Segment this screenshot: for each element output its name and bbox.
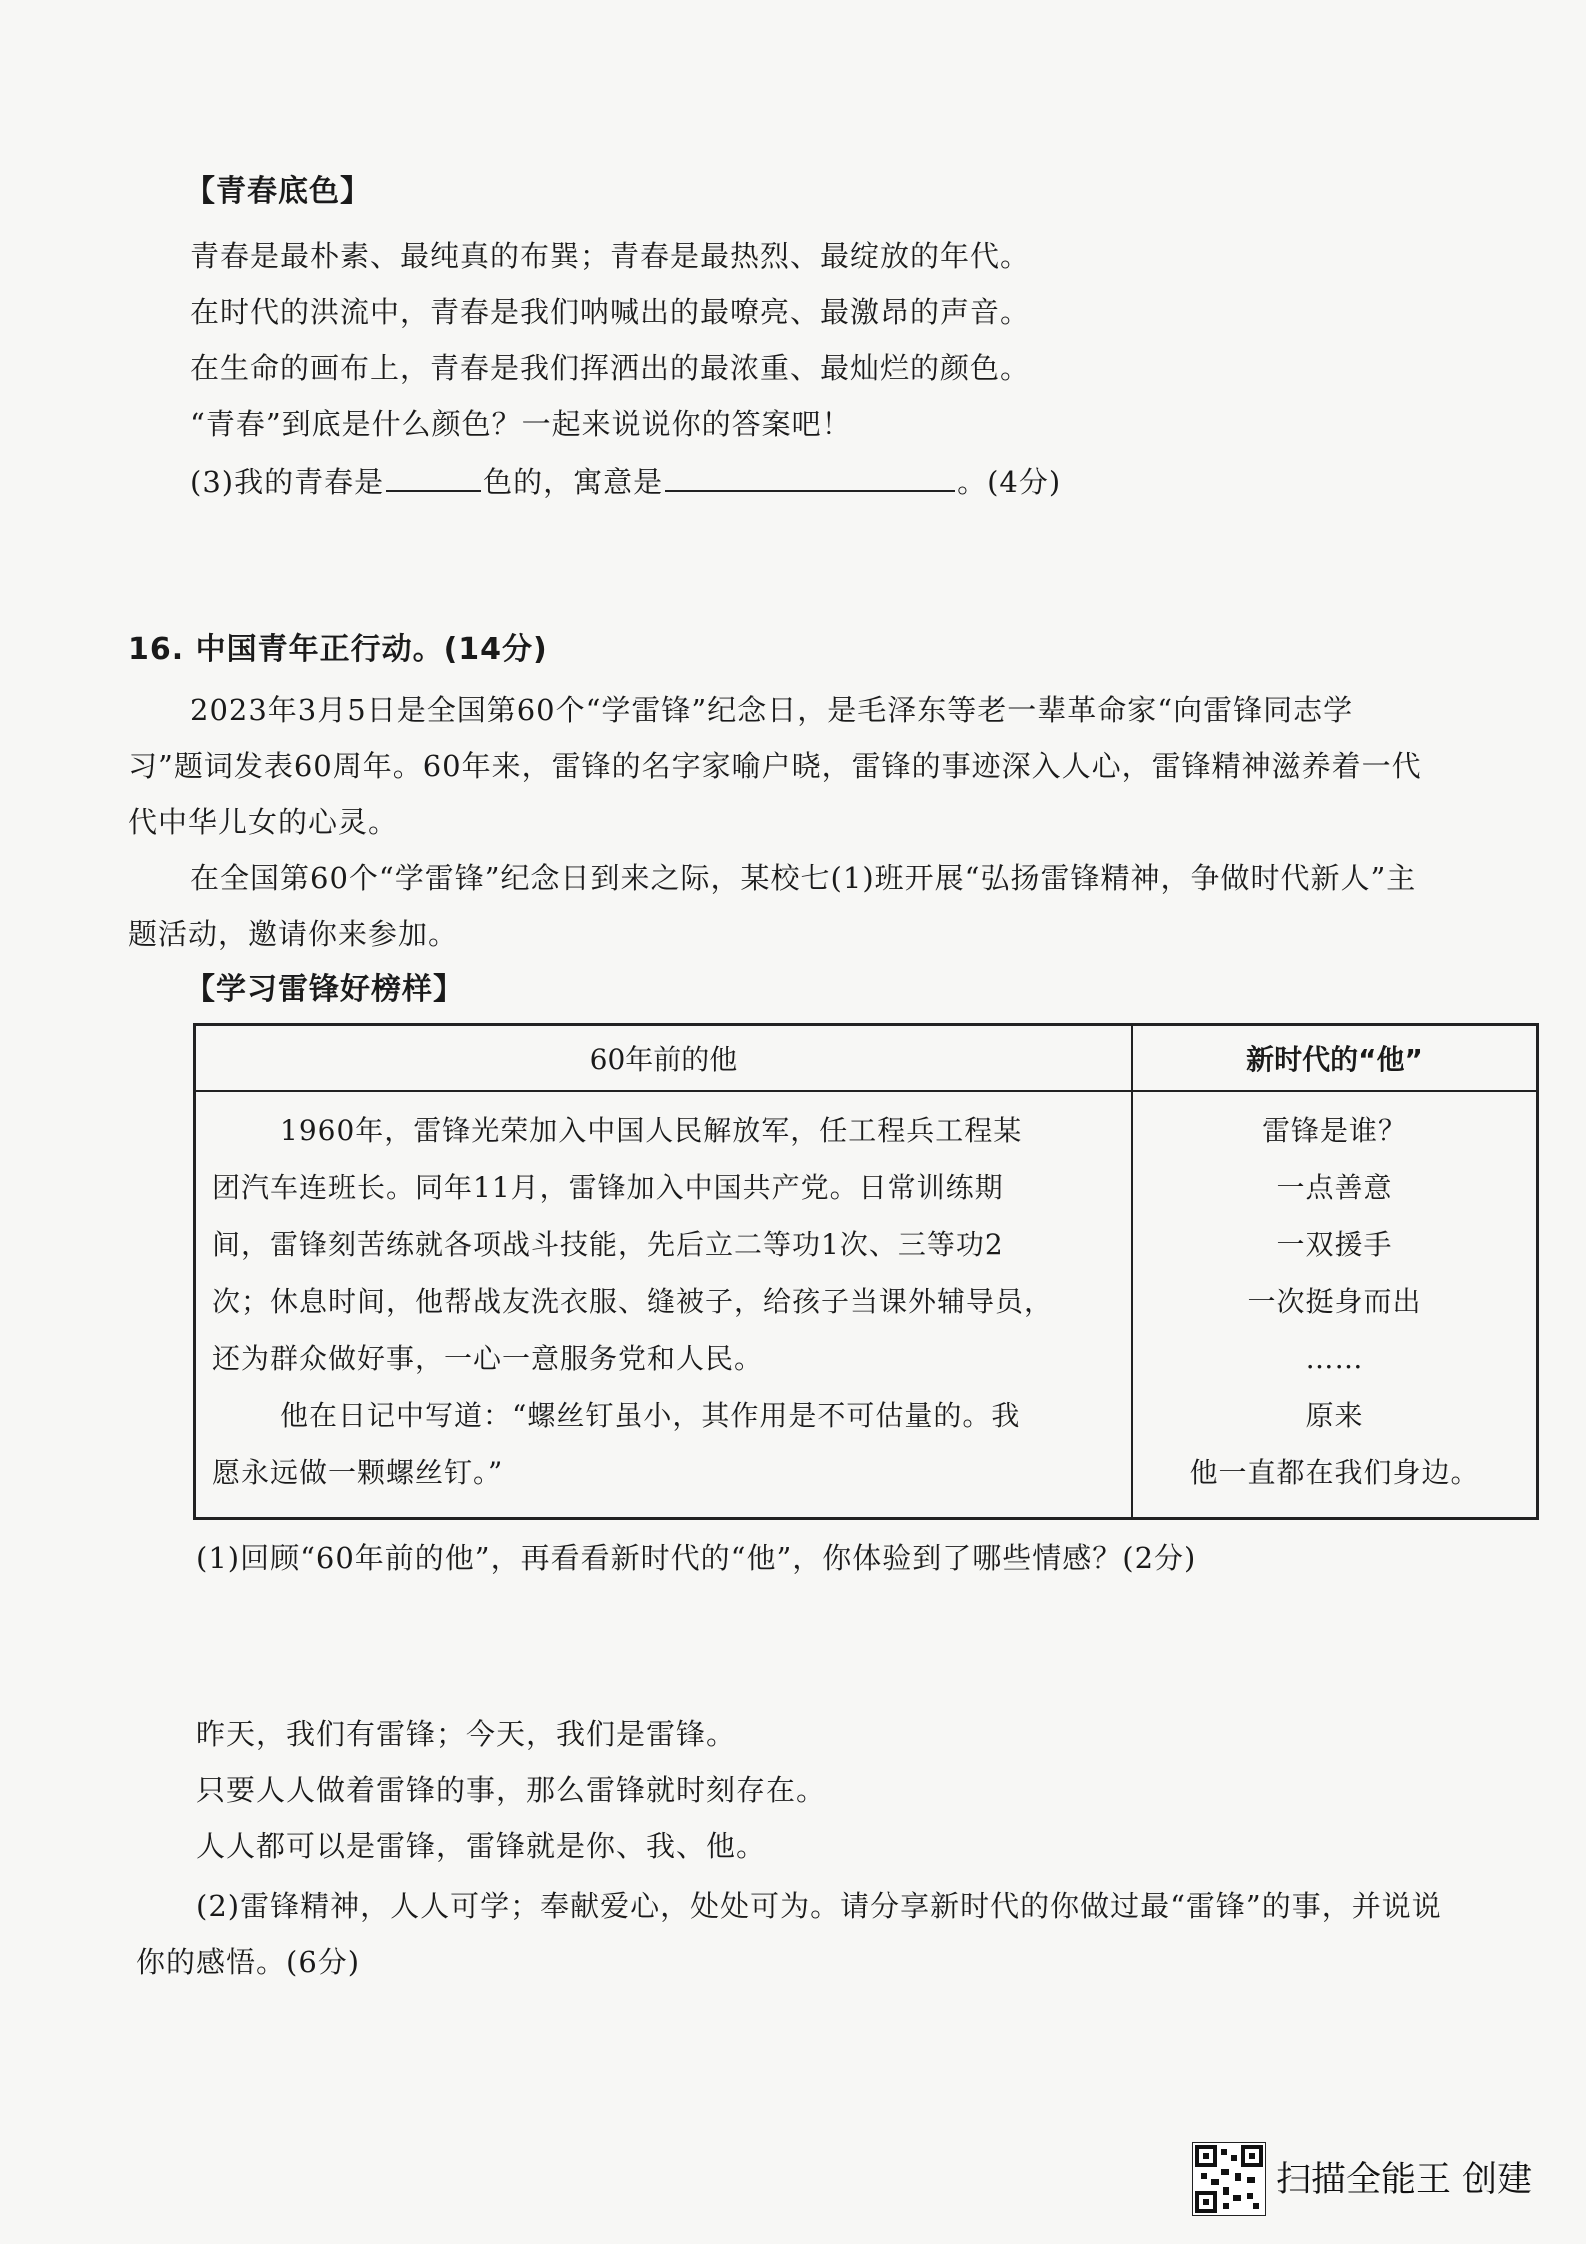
poem-line-3: 人人都可以是雷锋，雷锋就是你、我、他。: [196, 1829, 767, 1863]
now-line-1: 雷锋是谁？: [1261, 1114, 1407, 1147]
now-line-4: 一次挺身而出: [1247, 1285, 1422, 1318]
scanner-watermark-label: 扫描全能王 创建: [1276, 2160, 1533, 2200]
question-3: [190, 462, 1061, 502]
youth-line-1: 青春是最朴素、最纯真的布巽；青春是最热烈、最绽放的年代。: [190, 239, 1031, 273]
youth-line-3: 在生命的画布上，青春是我们挥洒出的最浓重、最灿烂的颜色。: [190, 351, 1031, 385]
then-line-6: 他在日记中写道：“螺丝钉虽小，其作用是不可估量的。我: [280, 1399, 1021, 1432]
then-line-5: 还为群众做好事，一心一意服务党和人民。: [212, 1342, 764, 1375]
now-line-2: 一点善意: [1276, 1171, 1393, 1204]
then-line-3: 间，雷锋刻苦练就各项战斗技能，先后立二等功1次、三等功2: [212, 1228, 1004, 1261]
table-cell-now: [1132, 1091, 1538, 1519]
q16-question-2-line2: 你的感悟。(6分): [136, 1945, 361, 1979]
youth-line-4: “青春”到底是什么颜色？一起来说说你的答案吧！: [190, 407, 852, 441]
then-line-4: 次；休息时间，他帮战友洗衣服、缝被子，给孩子当课外辅导员，: [212, 1285, 1054, 1318]
q16-para1-line3: 代中华儿女的心灵。: [128, 805, 399, 839]
then-line-7: 愿永远做一颗螺丝钉。”: [212, 1456, 504, 1489]
table-heading-role-model: 【学习雷锋好榜样】: [185, 972, 464, 1007]
qr-code-icon: [1192, 2142, 1266, 2216]
q16-para1-line2: 习”题词发表60周年。60年来，雷锋的名字家喻户晓，雷锋的事迹深入人心，雷锋精神滋养着一代: [128, 749, 1422, 783]
q16-question-1: (1)回顾“60年前的他”，再看看新时代的“他”，你体验到了哪些情感？(2分): [196, 1541, 1197, 1575]
question-3-part2: 色的，寓意是: [483, 465, 664, 499]
then-line-1: 1960年，雷锋光荣加入中国人民解放军，任工程兵工程某: [280, 1114, 1023, 1147]
now-line-7: 他一直都在我们身边。: [1189, 1456, 1480, 1489]
now-line-5: ……: [1305, 1342, 1364, 1375]
q16-para2-line1: 在全国第60个“学雷锋”纪念日到来之际，某校七(1)班开展“弘扬雷锋精神，争做时代新人”主: [190, 861, 1417, 895]
table-header-then: 60年前的他: [195, 1025, 1133, 1092]
lei-feng-table: [193, 1023, 1539, 1520]
poem-line-2: 只要人人做着雷锋的事，那么雷锋就时刻存在。: [196, 1773, 827, 1807]
q16-para1-line1: 2023年3月5日是全国第60个“学雷锋”纪念日，是毛泽东等老一辈革命家“向雷锋同志学: [190, 693, 1354, 727]
question-3-part3: 。(4分): [957, 465, 1062, 499]
question-16-title: 16. 中国青年正行动。(14分): [128, 632, 548, 667]
answer-blank-color[interactable]: [386, 462, 481, 492]
q16-question-2-line1: (2)雷锋精神，人人可学；奉献爱心，处处可为。请分享新时代的你做过最“雷锋”的事，并说说: [196, 1889, 1442, 1923]
table-header-now: 新时代的“他”: [1132, 1025, 1538, 1092]
section-heading-youth-color: 【青春底色】: [185, 174, 371, 209]
poem-line-1: 昨天，我们有雷锋；今天，我们是雷锋。: [196, 1717, 737, 1751]
question-3-part1: (3)我的青春是: [190, 465, 385, 499]
now-line-3: 一双援手: [1276, 1228, 1393, 1261]
then-line-2: 团汽车连班长。同年11月，雷锋加入中国共产党。日常训练期: [212, 1171, 1004, 1204]
youth-line-2: 在时代的洪流中，青春是我们呐喊出的最嘹亮、最激昂的声音。: [190, 295, 1031, 329]
q16-para2-line2: 题活动，邀请你来参加。: [128, 917, 459, 951]
table-cell-then: [195, 1091, 1133, 1519]
now-line-6: 原来: [1305, 1399, 1364, 1432]
answer-blank-meaning[interactable]: [665, 462, 955, 492]
